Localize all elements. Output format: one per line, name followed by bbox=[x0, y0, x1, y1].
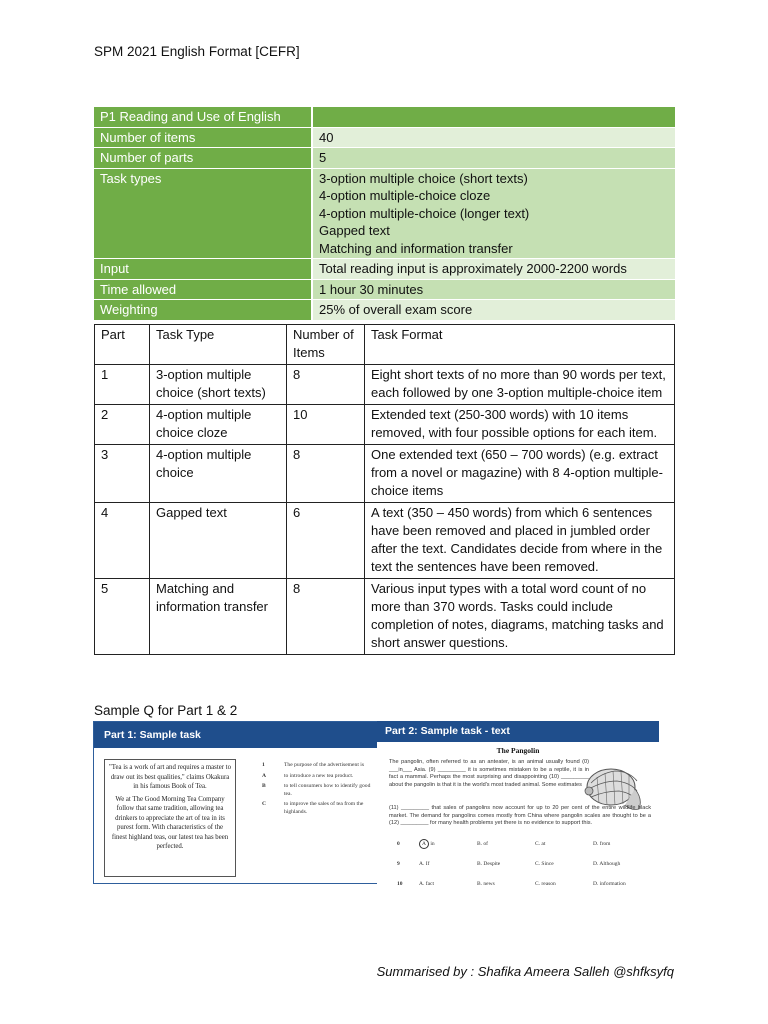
sample1-question bbox=[262, 762, 374, 819]
option-letter: B bbox=[262, 783, 266, 789]
task-format: One extended text (650 – 700 words) (e.g. extract from a novel or magazine) with 8 4-option multiple-choice items bbox=[365, 445, 675, 503]
option-row bbox=[262, 801, 374, 816]
parts-header-row bbox=[95, 325, 675, 365]
option-row bbox=[397, 854, 652, 874]
sample1-header: Part 1: Sample task bbox=[94, 722, 378, 748]
table-row bbox=[95, 365, 675, 405]
option-d: D. from bbox=[593, 841, 611, 847]
option-a: A in bbox=[419, 839, 477, 849]
task-type-line: Gapped text bbox=[319, 223, 390, 238]
part-number: 1 bbox=[95, 365, 150, 405]
sample2-title: The Pangolin bbox=[496, 746, 540, 755]
option-c: C. reason bbox=[535, 881, 556, 886]
sample-label: Sample Q for Part 1 & 2 bbox=[94, 703, 238, 718]
item-number: 9 bbox=[397, 861, 400, 867]
item-count: 8 bbox=[287, 445, 365, 503]
summary-label: Input bbox=[94, 259, 313, 279]
task-format: Various input types with a total word count of no more than 370 words. Tasks could include completion of notes, diagrams, matching tasks and short answer questions. bbox=[365, 579, 675, 655]
sample2-header: Part 2: Sample task - text bbox=[377, 721, 659, 742]
option-row bbox=[397, 834, 652, 854]
summary-value: 25% of overall exam score bbox=[313, 300, 675, 320]
task-type-line: 4-option multiple-choice (longer text) bbox=[319, 205, 530, 221]
part-number: 3 bbox=[95, 445, 150, 503]
task-type: 4-option multiple choice bbox=[150, 445, 287, 503]
option-text: to tell consumers how to identify good tea. bbox=[284, 783, 371, 797]
option-row bbox=[397, 874, 652, 886]
option-c: C. at bbox=[535, 841, 546, 847]
summary-header-row bbox=[94, 107, 675, 127]
task-format: A text (350 – 450 words) from which 6 sentences have been removed and placed in jumbled order after the text. Candidates decide from where in the text the sentences have been removed. bbox=[365, 503, 675, 579]
column-header: Number of Items bbox=[287, 325, 365, 365]
task-type-line: 4-option multiple-choice cloze bbox=[319, 188, 491, 203]
option-text: to introduce a new tea product. bbox=[284, 772, 354, 779]
option-d: D. information bbox=[593, 881, 626, 886]
summary-row bbox=[94, 280, 675, 300]
footer-credit: Summarised by : Shafika Ameera Salleh @shfksyfq bbox=[376, 964, 674, 979]
sample2-text-continued: (11) _________ that sales of pangolins now account for up to 20 per cent of the entire wildlife black market. The demand for pangolins comes mostly from China where pangolin scales are thought to be a (12) _________ for many health problems yet there is no evidence to support this. bbox=[389, 805, 651, 827]
summary-value bbox=[313, 169, 675, 259]
item-count: 8 bbox=[287, 365, 365, 405]
summary-row bbox=[94, 148, 675, 168]
summary-row bbox=[94, 128, 675, 148]
summary-row bbox=[94, 259, 675, 279]
summary-label: Time allowed bbox=[94, 280, 313, 300]
summary-value: 40 bbox=[313, 128, 675, 148]
option-c: C. Since bbox=[535, 861, 554, 867]
summary-value: 5 bbox=[313, 148, 675, 168]
summary-row bbox=[94, 300, 675, 320]
question-number: 1 bbox=[262, 762, 265, 768]
option-row bbox=[262, 773, 374, 781]
table-row bbox=[95, 579, 675, 655]
task-type: 4-option multiple choice cloze bbox=[150, 405, 287, 445]
summary-label: Number of items bbox=[94, 128, 313, 148]
option-b: B. of bbox=[477, 841, 489, 847]
option-text: to improve the sales of tea from the highlands. bbox=[284, 801, 364, 815]
task-type-line: Matching and information transfer bbox=[319, 240, 513, 256]
option-letter: C bbox=[262, 801, 267, 807]
summary-table bbox=[94, 106, 675, 321]
passage-paragraph: "Tea is a work of art and requires a master to draw out its best qualities," claims Okakura in his famous Book of Tea. bbox=[109, 764, 231, 790]
task-format: Extended text (250-300 words) with 10 items removed, with four possible options for each item. bbox=[365, 405, 675, 445]
part-number: 4 bbox=[95, 503, 150, 579]
sample-part2-image bbox=[377, 721, 659, 886]
item-number: 10 bbox=[397, 881, 403, 886]
option-a: A. fact bbox=[419, 881, 434, 886]
summary-label: Task types bbox=[94, 169, 313, 259]
column-header: Task Type bbox=[150, 325, 287, 365]
task-type: 3-option multiple choice (short texts) bbox=[150, 365, 287, 405]
item-count: 6 bbox=[287, 503, 365, 579]
sample2-options bbox=[397, 834, 652, 886]
summary-value: 1 hour 30 minutes bbox=[313, 280, 675, 300]
summary-row bbox=[94, 169, 675, 259]
summary-label: Weighting bbox=[94, 300, 313, 320]
option-d: D. Although bbox=[593, 861, 621, 867]
task-format: Eight short texts of no more than 90 words per text, each followed by one 3-option multiple-choice item bbox=[365, 365, 675, 405]
table-row bbox=[95, 445, 675, 503]
option-b: B. news bbox=[477, 881, 495, 886]
sample2-text: The pangolin, often referred to as an anteater, is an animal usually found (0) ___in___ Asia. (9) _________ it is sometimes mistaken to be a reptile, it is in fact a mammal. Perhaps the most surprising and disappointing (10) _________ about the pangolin is that it is the world's most traded animal. Some estimates bbox=[389, 759, 589, 789]
option-row bbox=[262, 783, 374, 798]
summary-value: Total reading input is approximately 2000-2200 words bbox=[313, 259, 675, 279]
table-row bbox=[95, 405, 675, 445]
option-b: B. Despite bbox=[477, 861, 501, 867]
item-number: 0 bbox=[397, 841, 400, 847]
sample-part1-image bbox=[93, 721, 379, 884]
parts-table bbox=[94, 324, 675, 655]
task-type: Matching and information transfer bbox=[150, 579, 287, 655]
summary-header: P1 Reading and Use of English bbox=[94, 107, 313, 127]
item-count: 8 bbox=[287, 579, 365, 655]
summary-header-blank bbox=[313, 107, 675, 127]
column-header: Task Format bbox=[365, 325, 675, 365]
option-letter: A bbox=[262, 772, 267, 779]
question-text: The purpose of the advertisement is bbox=[284, 762, 364, 768]
part-number: 5 bbox=[95, 579, 150, 655]
sample1-passage bbox=[104, 759, 236, 877]
column-header: Part bbox=[95, 325, 150, 365]
part-number: 2 bbox=[95, 405, 150, 445]
table-row bbox=[95, 503, 675, 579]
document-title: SPM 2021 English Format [CEFR] bbox=[94, 44, 300, 59]
passage-paragraph: We at The Good Morning Tea Company follow that same tradition, allowing tea drinkers to appreciate the art of tea in its purest form. With characteristics of the finest highland teas, our latest tea has been perfected. bbox=[111, 795, 229, 850]
task-type-line: 3-option multiple choice (short texts) bbox=[319, 170, 528, 186]
task-type: Gapped text bbox=[150, 503, 287, 579]
summary-label: Number of parts bbox=[94, 148, 313, 168]
item-count: 10 bbox=[287, 405, 365, 445]
option-a: A. If bbox=[419, 861, 430, 867]
